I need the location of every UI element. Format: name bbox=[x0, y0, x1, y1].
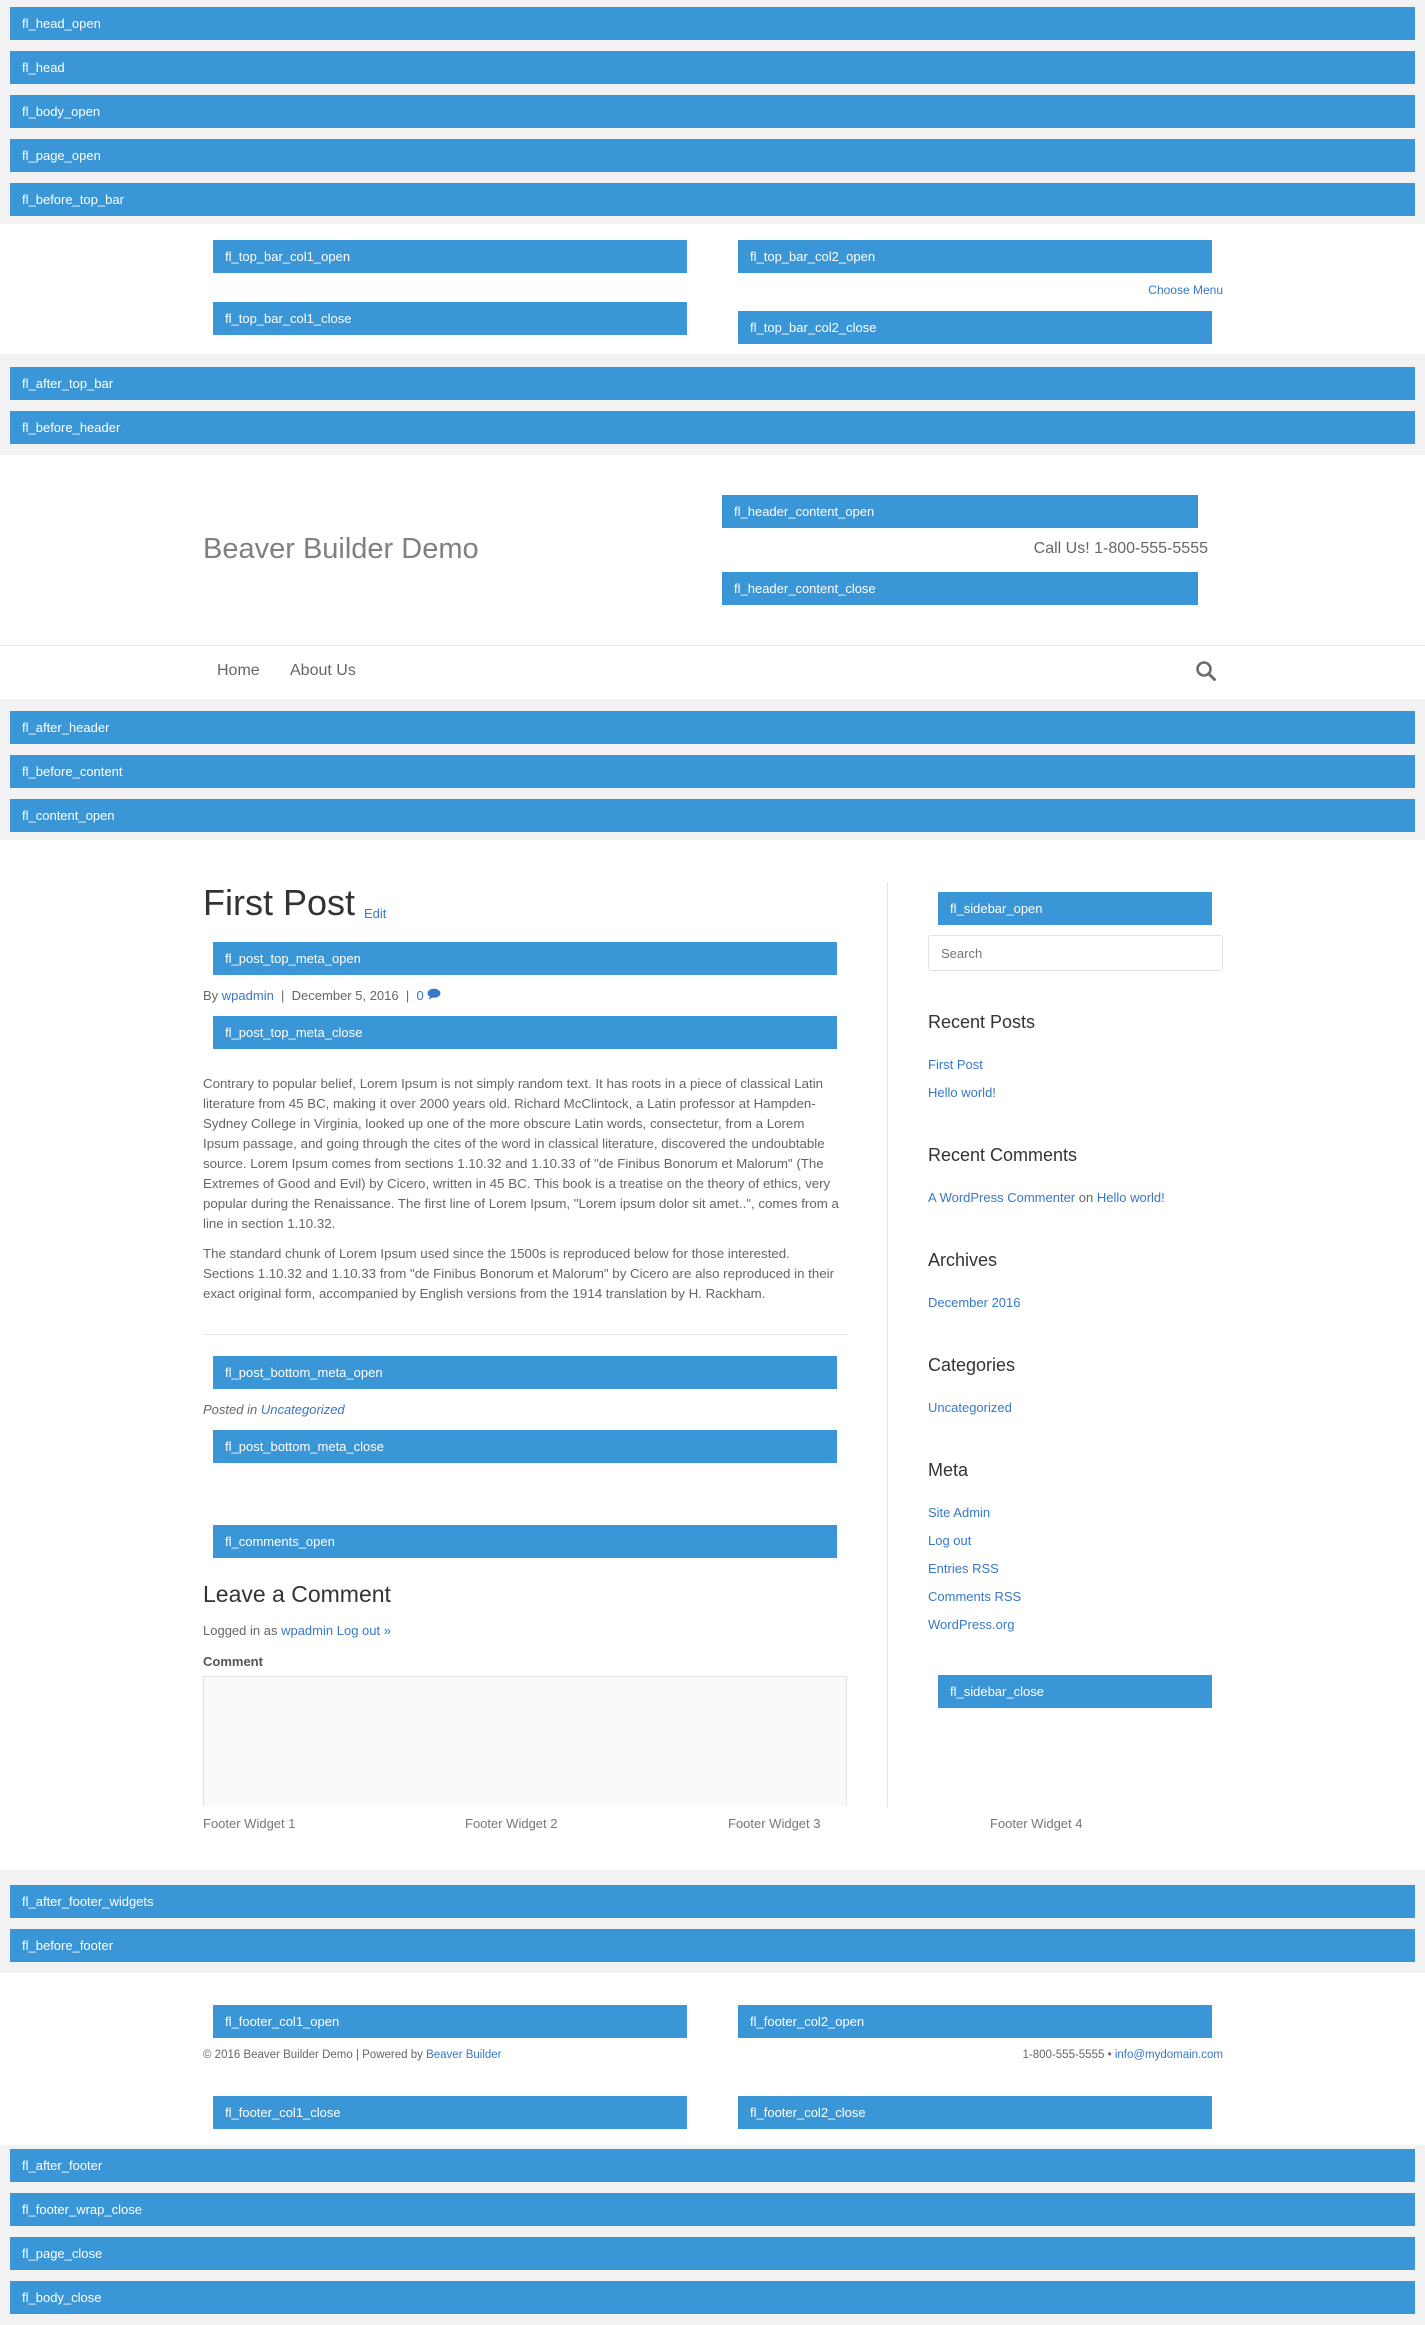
recent-post-link[interactable]: First Post bbox=[928, 1057, 983, 1072]
post-paragraph-2: The standard chunk of Lorem Ipsum used since the 1500s is reproduced below for those interested. Sections 1.10.32 and 1.10.33 from "de Finibus Bonorum et Malorum" by Cicero are also reproduced in their exact original form, accompanied by English versions from the 1914 translation by H. Rackham. bbox=[203, 1246, 835, 1301]
footer-phone: 1-800-555-5555 • bbox=[1022, 2049, 1112, 2061]
hook-after-top-bar: fl_after_top_bar bbox=[10, 367, 1415, 400]
hook-page-close: fl_page_close bbox=[10, 2237, 1415, 2270]
sidebar-search-input[interactable] bbox=[928, 935, 1223, 971]
hook-footer-col1-close: fl_footer_col1_close bbox=[213, 2096, 687, 2129]
footer-copyright bbox=[203, 2049, 502, 2061]
hook-top-bar-col2-close: fl_top_bar_col2_close bbox=[738, 311, 1212, 344]
sidebar-divider bbox=[887, 882, 888, 1807]
hook-post-top-meta-open: fl_post_top_meta_open bbox=[213, 942, 837, 975]
footer-contact bbox=[900, 2049, 1223, 2061]
category-link[interactable]: Uncategorized bbox=[928, 1400, 1012, 1415]
hook-header-content-open: fl_header_content_open bbox=[722, 495, 1198, 528]
header-divider bbox=[0, 645, 1425, 646]
hook-footer-col2-open: fl_footer_col2_open bbox=[738, 2005, 1212, 2038]
recent-comment-author-link[interactable]: A WordPress Commenter bbox=[928, 1190, 1076, 1205]
hook-before-header: fl_before_header bbox=[10, 411, 1415, 444]
edit-post-link[interactable]: Edit bbox=[364, 906, 387, 921]
hook-page-open: fl_page_open bbox=[10, 139, 1415, 172]
hook-head-open: fl_head_open bbox=[10, 7, 1415, 40]
search-icon[interactable] bbox=[1195, 660, 1217, 682]
recent-comments-title: Recent Comments bbox=[928, 1145, 1078, 1165]
recent-comment-item bbox=[928, 1190, 1165, 1205]
hook-post-bottom-meta-close: fl_post_bottom_meta_close bbox=[213, 1430, 837, 1463]
beaver-builder-link[interactable]: Beaver Builder bbox=[426, 2049, 502, 2061]
choose-menu-link[interactable]: Choose Menu bbox=[1148, 283, 1223, 297]
posted-in bbox=[203, 1402, 345, 1417]
post-divider bbox=[203, 1334, 847, 1335]
hook-comments-open: fl_comments_open bbox=[213, 1525, 837, 1558]
hook-top-bar-col1-open: fl_top_bar_col1_open bbox=[213, 240, 687, 273]
site-title[interactable]: Beaver Builder Demo bbox=[203, 533, 479, 565]
comments-heading: Leave a Comment bbox=[203, 1581, 391, 1607]
hook-post-top-meta-close: fl_post_top_meta_close bbox=[213, 1016, 837, 1049]
recent-comment-on: on bbox=[1078, 1190, 1094, 1205]
post-paragraph-1: Contrary to popular belief, Lorem Ipsum is not simply random text. It has roots in a piece of classical Latin literature from 45 BC, making it over 2000 years old. Richard McClintock, a Latin professor at Hampden-Sydney College in Virginia, looked up one of the more obscure Latin words, consectetur, from a Lorem Ipsum passage, and going through the cites of the word in classical literature, discovered the undoubtable source. Lorem Ipsum comes from sections 1.10.32 and 1.10.33 of "de Finibus Bonorum et Malorum" (The Extremes of Good and Evil) by Cicero, written in 45 BC. This book is a treatise on the theory of ethics, very popular during the Renaissance. The first line of Lorem Ipsum, "Lorem ipsum dolor sit amet..", comes from a line in section 1.10.32. bbox=[203, 1076, 839, 1231]
comment-label: Comment bbox=[203, 1654, 263, 1669]
meta-link-entries-rss[interactable]: Entries RSS bbox=[928, 1561, 999, 1576]
logged-in-user-link[interactable]: wpadmin bbox=[281, 1623, 334, 1638]
comment-textarea[interactable] bbox=[203, 1676, 847, 1806]
post-category-link[interactable]: Uncategorized bbox=[260, 1402, 345, 1417]
meta-link-wordpress-org[interactable]: WordPress.org bbox=[928, 1617, 1015, 1632]
hook-post-bottom-meta-open: fl_post_bottom_meta_open bbox=[213, 1356, 837, 1389]
hook-header-content-close: fl_header_content_close bbox=[722, 572, 1198, 605]
footer-email-link[interactable]: info@mydomain.com bbox=[1114, 2049, 1223, 2061]
recent-post-link[interactable]: Hello world! bbox=[928, 1085, 996, 1100]
meta-link-log-out[interactable]: Log out bbox=[928, 1533, 972, 1548]
hook-footer-col1-open: fl_footer_col1_open bbox=[213, 2005, 687, 2038]
comment-logout-link[interactable]: Log out » bbox=[336, 1623, 391, 1638]
archives-title: Archives bbox=[928, 1250, 998, 1270]
hook-after-header: fl_after_header bbox=[10, 711, 1415, 744]
archive-link[interactable]: December 2016 bbox=[928, 1295, 1021, 1310]
footer-widget-2: Footer Widget 2 bbox=[465, 1816, 558, 1831]
nav-item-home[interactable]: Home bbox=[217, 662, 260, 679]
logged-in-label: Logged in as bbox=[203, 1623, 278, 1638]
hook-top-bar-col2-open: fl_top_bar_col2_open bbox=[738, 240, 1212, 273]
categories-title: Categories bbox=[928, 1355, 1016, 1375]
posted-in-label: Posted in bbox=[203, 1402, 258, 1417]
post-author-link[interactable]: wpadmin bbox=[221, 988, 274, 1003]
hook-sidebar-open: fl_sidebar_open bbox=[938, 892, 1212, 925]
hook-footer-wrap-close: fl_footer_wrap_close bbox=[10, 2193, 1415, 2226]
meta-title: Meta bbox=[928, 1460, 969, 1480]
hook-footer-col2-close: fl_footer_col2_close bbox=[738, 2096, 1212, 2129]
hook-top-bar-col1-close: fl_top_bar_col1_close bbox=[213, 302, 687, 335]
recent-posts-title: Recent Posts bbox=[928, 1012, 1036, 1032]
hook-head: fl_head bbox=[10, 51, 1415, 84]
hook-sidebar-close: fl_sidebar_close bbox=[938, 1675, 1212, 1708]
logged-in-as bbox=[203, 1623, 391, 1638]
post-meta-by: By bbox=[203, 988, 219, 1003]
header-call-us: Call Us! 1-800-555-5555 bbox=[1033, 540, 1208, 557]
hook-body-open: fl_body_open bbox=[10, 95, 1415, 128]
post-date: December 5, 2016 bbox=[291, 988, 399, 1003]
footer-widget-1: Footer Widget 1 bbox=[203, 1816, 296, 1831]
recent-comment-post-link[interactable]: Hello world! bbox=[1096, 1190, 1165, 1205]
hook-after-footer: fl_after_footer bbox=[10, 2149, 1415, 2182]
hook-body-close: fl_body_close bbox=[10, 2281, 1415, 2314]
meta-link-comments-rss[interactable]: Comments RSS bbox=[928, 1589, 1022, 1604]
hook-before-content: fl_before_content bbox=[10, 755, 1415, 788]
post-meta: By wpadmin | December 5, 2016 | 0 bbox=[203, 988, 441, 1003]
post-comment-count-link[interactable]: 0 bbox=[416, 988, 424, 1003]
copyright-text: © 2016 Beaver Builder Demo | Powered by bbox=[203, 2049, 423, 2061]
nav-item-about-us[interactable]: About Us bbox=[290, 662, 356, 679]
hook-content-open: fl_content_open bbox=[10, 799, 1415, 832]
post-title: First Post bbox=[203, 882, 356, 923]
footer-widget-4: Footer Widget 4 bbox=[990, 1816, 1083, 1831]
meta-link-site-admin[interactable]: Site Admin bbox=[928, 1505, 991, 1520]
hook-before-footer: fl_before_footer bbox=[10, 1929, 1415, 1962]
hook-after-footer-widgets: fl_after_footer_widgets bbox=[10, 1885, 1415, 1918]
comment-bubble-icon[interactable] bbox=[427, 988, 441, 1003]
hook-before-top-bar: fl_before_top_bar bbox=[10, 183, 1415, 216]
footer-widget-3: Footer Widget 3 bbox=[728, 1816, 821, 1831]
